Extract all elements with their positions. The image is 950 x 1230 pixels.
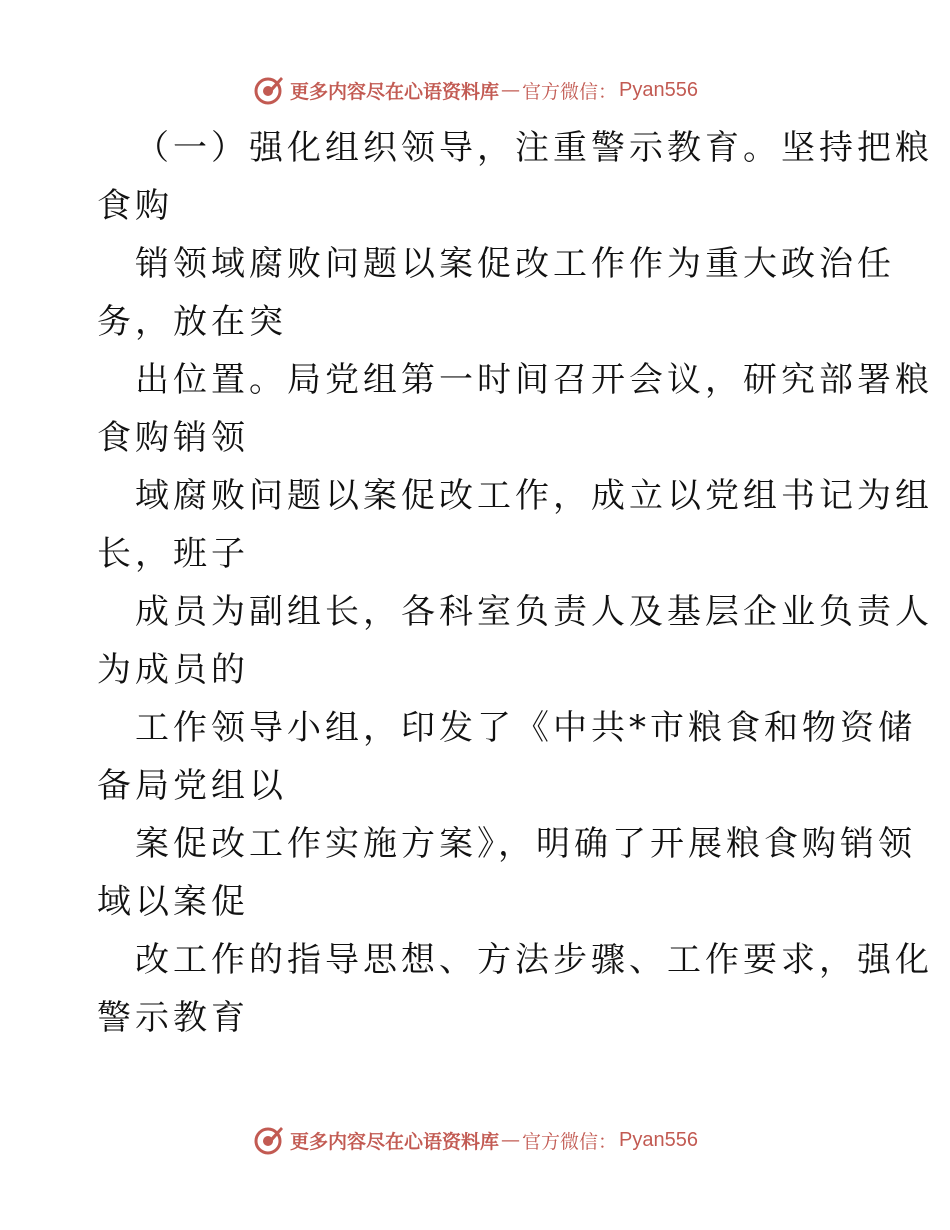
quill-logo-icon [252, 1124, 284, 1156]
paragraph-line: 域以案促 [97, 882, 249, 922]
paragraph-line: 警示教育 [97, 998, 249, 1038]
paragraph-line: 域腐败问题以案促改工作，成立以党组书记为组 [135, 476, 933, 516]
footer-separator: — [501, 1129, 521, 1151]
paragraph-line: 改工作的指导思想、方法步骤、工作要求，强化 [135, 940, 933, 980]
header-wechat-label: 官方微信： [522, 80, 618, 103]
footer-wechat-label: 官方微信： [522, 1130, 618, 1153]
paragraph-line: 工作领导小组，印发了《中共*市粮食和物资储 [135, 708, 916, 748]
paragraph-line: 务，放在突 [97, 302, 287, 342]
header-slogan: 更多内容尽在心语资料库 [290, 80, 500, 103]
footer-wechat-id: Pyan556 [619, 1128, 698, 1151]
header-wechat-id: Pyan556 [619, 78, 698, 101]
footer-slogan: 更多内容尽在心语资料库 [290, 1130, 500, 1153]
paragraph-line: 备局党组以 [97, 766, 287, 806]
paragraph-line: 销领域腐败问题以案促改工作作为重大政治任 [135, 244, 895, 284]
paragraph-line: 出位置。局党组第一时间召开会议，研究部署粮 [135, 360, 933, 400]
paragraph-line: 食购 [97, 186, 173, 226]
paragraph-line: 食购销领 [97, 418, 249, 458]
footer-banner [0, 1120, 950, 1160]
paragraph-line: 为成员的 [97, 650, 249, 690]
paragraph-line: （一）强化组织领导，注重警示教育。坚持把粮 [135, 128, 933, 168]
header-separator: — [501, 79, 521, 101]
paragraph-line: 成员为副组长，各科室负责人及基层企业负责人 [135, 592, 933, 632]
paragraph-line: 长，班子 [97, 534, 249, 574]
paragraph-line: 案促改工作实施方案》，明确了开展粮食购销领 [135, 824, 916, 864]
